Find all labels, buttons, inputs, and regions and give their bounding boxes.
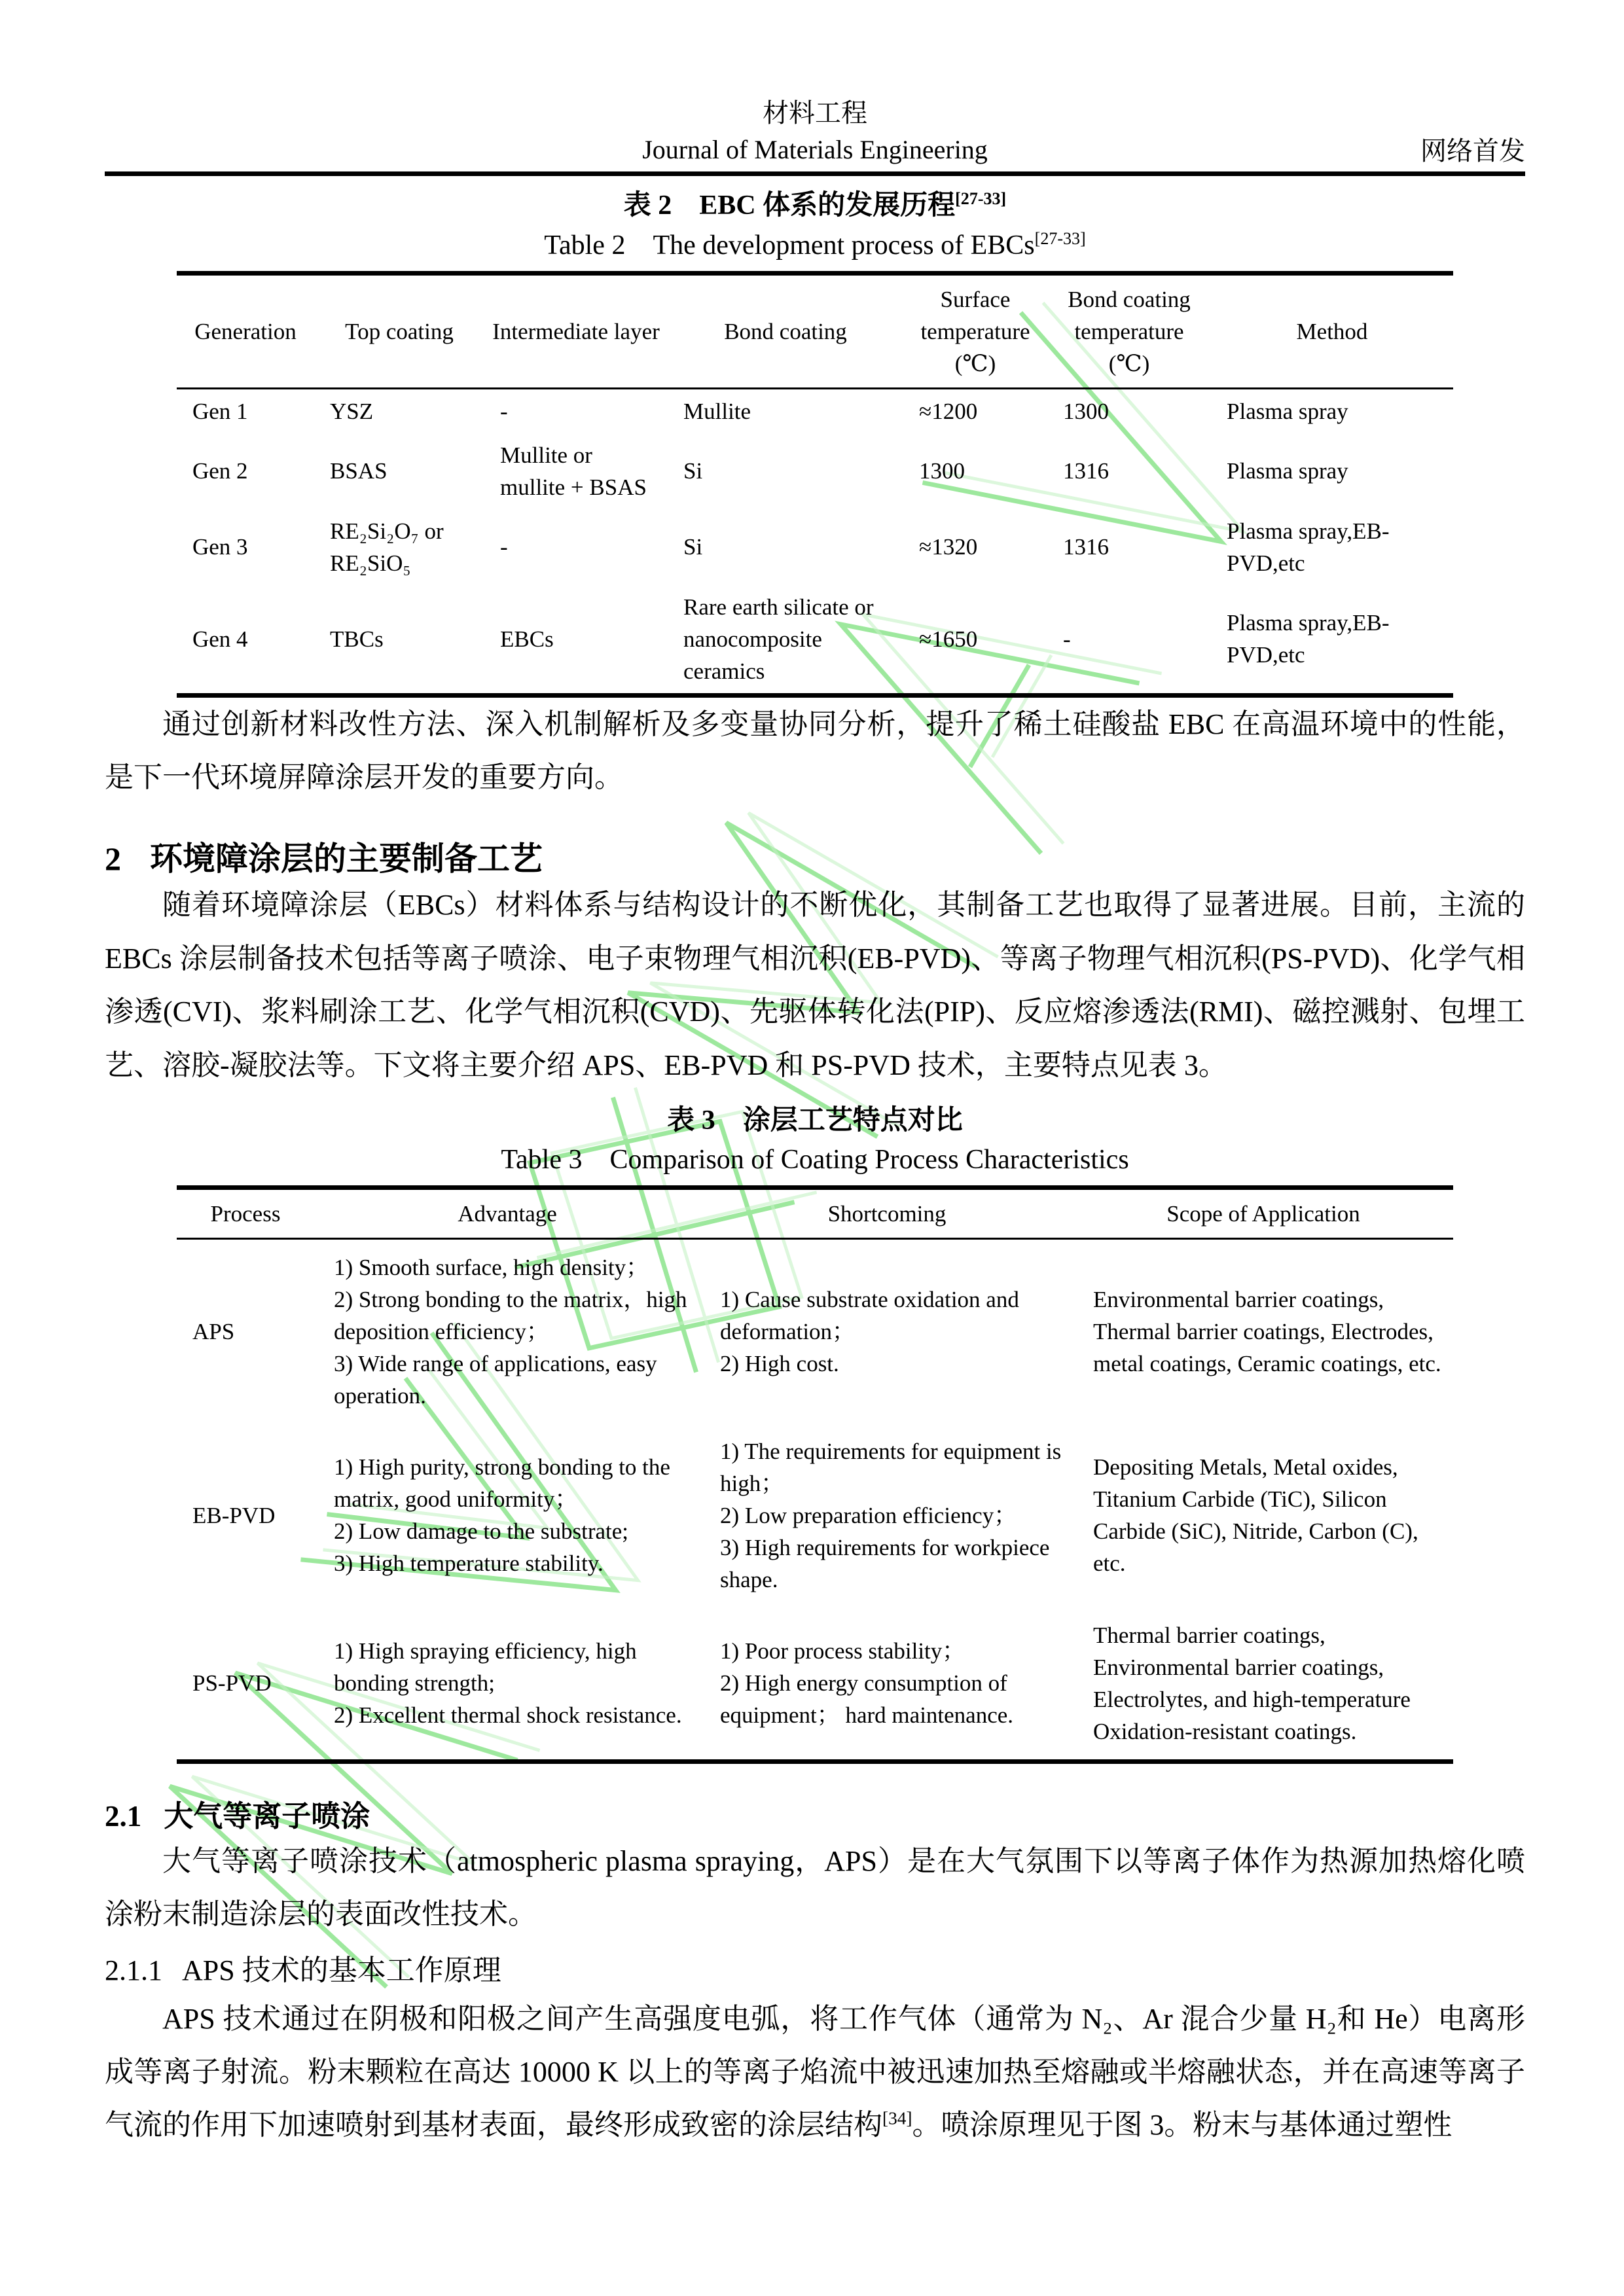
table-cell: -: [500, 398, 508, 424]
table-cell: 1316: [1063, 534, 1109, 560]
table-cell: Mullite: [683, 398, 751, 424]
journal-title-cn: 材料工程: [763, 98, 867, 128]
table2-caption-cn: 表 2 EBC 体系的发展历程[27-33]: [623, 189, 1007, 221]
list-item: 2) Low preparation efficiency；: [720, 1502, 1017, 1528]
table-cell: Gen 3: [192, 534, 248, 560]
table-row-gen4: [177, 585, 1453, 696]
table-cell-shortcoming: [700, 1238, 1074, 1424]
column-header: Bond coating: [668, 273, 903, 388]
section-number: 2: [105, 840, 121, 878]
section-title: 大气等离子喷涂: [164, 1799, 370, 1833]
table-cell: Si: [683, 534, 703, 560]
journal-header-row: [105, 135, 1525, 165]
column-header: Process: [177, 1187, 314, 1238]
table-cell-shortcoming: [700, 1607, 1074, 1762]
column-header: Method: [1211, 273, 1453, 388]
table-cell: 1316: [1063, 458, 1109, 484]
table-cell: EBCs: [500, 626, 554, 652]
list-item: 3) High requirements for workpiece shape.: [720, 1534, 1050, 1592]
table3-caption-en: Table 3 Comparison of Coating Process Characteristics: [501, 1145, 1129, 1175]
coating-process-table: [177, 1185, 1453, 1764]
list-item: 3) Wide range of applications, easy operation.: [334, 1350, 657, 1408]
section-title: 环境障涂层的主要制备工艺: [150, 840, 543, 878]
list-item: 1) High purity, strong bonding to the matrix, good uniformity；: [334, 1454, 670, 1513]
table-cell: -: [500, 534, 508, 560]
table-cell: Gen 2: [192, 458, 248, 484]
list-item: 1) Poor process stability；: [720, 1638, 965, 1664]
table-cell: Plasma spray,EB-PVD,etc: [1227, 518, 1390, 576]
list-item: 1) High spraying efficiency, high bonding strength;: [334, 1638, 637, 1696]
body-paragraph: 大气等离子喷涂技术（atmospheric plasma spraying，APS）是在大气氛围下以等离子体作为热源加热熔化喷涂粉末制造涂层的表面改性技术。: [105, 1844, 1525, 1931]
table-cell-advantage: [314, 1607, 700, 1762]
column-header: Generation: [177, 273, 314, 388]
table-cell-process: PS-PVD: [192, 1670, 272, 1696]
table-header-row: [177, 273, 1453, 388]
list-item: 2) Low damage to the substrate;: [334, 1518, 629, 1545]
table-cell: 1300: [1063, 398, 1109, 424]
column-header: Advantage: [314, 1187, 700, 1238]
table-cell: 1300: [919, 458, 965, 484]
table2-caption-en-ref: [27-33]: [1034, 229, 1086, 249]
table2-caption-en: Table 2 The development process of EBCs[27-33]: [544, 229, 1086, 261]
section-number: 2.1: [105, 1799, 142, 1833]
table-cell: Plasma spray: [1227, 458, 1348, 484]
section-heading-2: [105, 839, 1525, 878]
table-cell: TBCs: [330, 626, 384, 652]
table3-caption-cn: 表 3 涂层工艺特点对比: [667, 1105, 963, 1136]
list-item: 1) The requirements for equipment is high；: [720, 1438, 1062, 1496]
table-cell: Gen 1: [192, 398, 248, 424]
column-header: Surface temperature (℃): [903, 273, 1047, 388]
table-cell: ≈1320: [919, 534, 978, 560]
column-header: Bond coating temperature (℃): [1047, 273, 1211, 388]
online-first-tag: 网络首发: [1420, 136, 1525, 166]
column-header: Intermediate layer: [484, 273, 668, 388]
column-header: Scope of Application: [1074, 1187, 1453, 1238]
table-cell-process: EB-PVD: [192, 1502, 276, 1528]
list-item: 2) High energy consumption of equipment； hard maintenance.: [720, 1670, 1014, 1729]
list-item: 3) High temperature stability.: [334, 1551, 604, 1577]
section-number: 2.1.1: [105, 1954, 162, 1986]
table-cell: BSAS: [330, 458, 388, 484]
list-item: 2) High cost.: [720, 1350, 839, 1376]
table-cell-advantage: [314, 1424, 700, 1607]
table-cell: Si: [683, 458, 703, 484]
table-cell: -: [1063, 626, 1071, 652]
table-row-ebpvd: [177, 1424, 1453, 1607]
journal-title-en: Journal of Materials Engineering: [642, 135, 988, 164]
body-paragraph: 通过创新材料改性方法、深入机制解析及多变量协同分析，提升了稀土硅酸盐 EBC 在高温环境中的性能，是下一代环境屏障涂层开发的重要方向。: [105, 708, 1525, 793]
list-item: 2) Excellent thermal shock resistance.: [334, 1702, 682, 1729]
table-cell-scope: Depositing Metals, Metal oxides, Titanium Carbide (TiC), Silicon Carbide (SiC), Nitride, Carbon (C), etc.: [1093, 1454, 1418, 1577]
table2-caption-cn-ref: [27-33]: [955, 189, 1007, 208]
column-header: Top coating: [314, 273, 484, 388]
table-cell: Rare earth silicate or nanocomposite ceramics: [683, 594, 874, 684]
section-heading-2-1-1: [105, 1949, 1525, 1992]
list-item: 2) Strong bonding to the matrix，high deposition efficiency；: [334, 1286, 687, 1344]
table-cell-advantage: [314, 1238, 700, 1424]
table-cell: Gen 4: [192, 626, 248, 652]
section-heading-2-1: [105, 1798, 1525, 1835]
column-header: Shortcoming: [700, 1187, 1074, 1238]
table-row-gen3: [177, 509, 1453, 585]
table-cell-process: APS: [192, 1318, 235, 1344]
body-paragraph: 随着环境障涂层（EBCs）材料体系与结构设计的不断优化，其制备工艺也取得了显著进展。目前，主流的 EBCs 涂层制备技术包括等离子喷涂、电子束物理气相沉积(EB-PVD)、等离子物理气相沉积(PS-PVD)、化学气相渗透(CVI)、浆料刷涂工艺、化学气相沉积(CVD)、先驱体转化法(PIP)、反应熔渗透法(RMI)、磁控溅射、包埋工艺、溶胶-凝胶法等。下文将主要介绍 APS、EB-PVD 和 PS-PVD 技术，主要特点见表 3。: [105, 889, 1525, 1081]
table-header-row: [177, 1187, 1453, 1238]
list-item: 1) Cause substrate oxidation and deformation；: [720, 1286, 1019, 1344]
ebc-development-table: [177, 271, 1453, 698]
list-item: 1) Smooth surface, high density；: [334, 1254, 649, 1280]
table-cell: ≈1650: [919, 626, 978, 652]
citation-ref: [34]: [882, 2108, 912, 2128]
table-cell-scope: Environmental barrier coatings, Thermal barrier coatings, Electrodes, metal coatings, Ceramic coatings, etc.: [1093, 1286, 1441, 1376]
table-cell: Plasma spray,EB-PVD,etc: [1227, 610, 1390, 668]
table-cell: Plasma spray: [1227, 398, 1348, 424]
table-cell: ≈1200: [919, 398, 978, 424]
table-row-gen1: [177, 388, 1453, 433]
table-row-pspvd: [177, 1607, 1453, 1762]
table-cell: YSZ: [330, 398, 374, 424]
header-rule: [105, 171, 1525, 176]
section-title: APS 技术的基本工作原理: [182, 1954, 501, 1986]
body-paragraph: APS 技术通过在阴极和阳极之间产生高强度电弧，将工作气体（通常为 N₂、Ar 混合少量 H₂和 He）电离形成等离子射流。粉末颗粒在高达 10000 K 以上的等离子焰流中被迅速加热至熔融或半熔融状态，并在高速等离子气流的作用下加速喷射到基材表面，最终形成致密的涂层结构[34]。喷涂原理见于图 3。粉末与基体通过塑性: [105, 2002, 1525, 2142]
table-cell: RE₂Si₂O₇ or RE₂SiO₅: [330, 518, 444, 576]
table-cell: Mullite or mullite + BSAS: [500, 442, 647, 500]
table-cell-scope: Thermal barrier coatings, Environmental barrier coatings, Electrolytes, and high-temperature Oxidation-resistant coatings.: [1093, 1622, 1411, 1744]
table-cell-shortcoming: [700, 1424, 1074, 1607]
table-row-aps: [177, 1238, 1453, 1424]
table-row-gen2: [177, 433, 1453, 509]
